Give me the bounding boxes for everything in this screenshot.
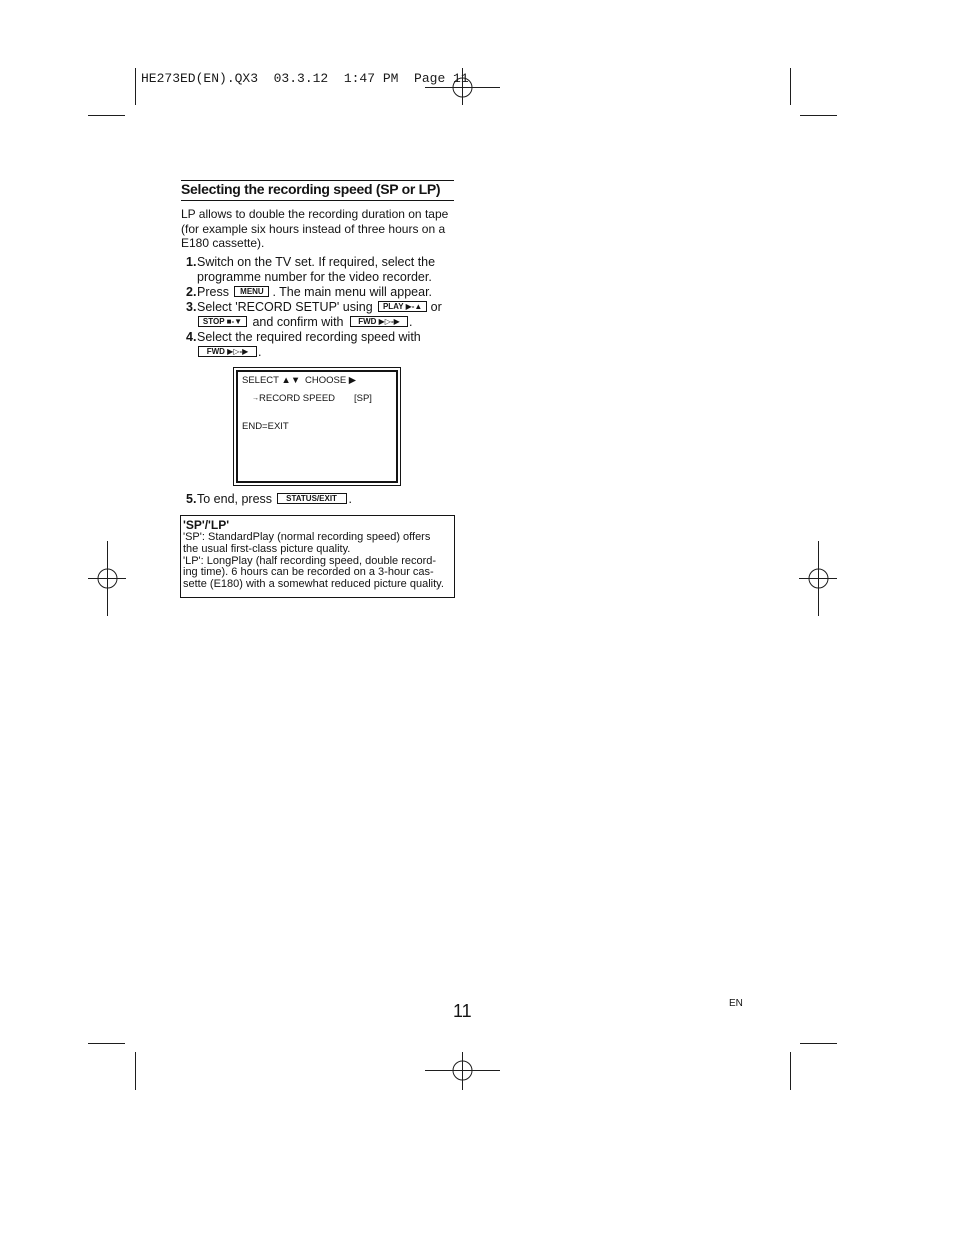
note-line: ing time). 6 hours can be recorded on a 3-hour cas- [183, 566, 434, 579]
osd-select-hint: SELECT ▲▼ [242, 375, 301, 386]
crop-mark-bottom-left [88, 1044, 136, 1091]
step-text: and confirm with [252, 315, 344, 329]
crop-mark-top-right [791, 68, 838, 116]
intro-line: LP allows to double the recording duration on tape [181, 207, 449, 221]
osd-exit-hint: END=EXIT [242, 421, 289, 432]
osd-menu-item-label: RECORD SPEED [259, 393, 336, 404]
section-heading: Selecting the recording speed (SP or LP) [181, 181, 441, 197]
osd-choose-hint: CHOOSE ▶ [305, 375, 357, 386]
step-5-line [197, 492, 352, 507]
registration-mark-right [799, 541, 837, 616]
step-text: . The main menu will appear. [272, 285, 433, 299]
status-exit-key-symbol: STATUS/EXIT [277, 493, 347, 504]
osd-menu-item-value: [SP] [354, 393, 372, 404]
note-line: sette (E180) with a somewhat reduced picture quality. [183, 578, 444, 591]
osd-cursor-arrow-icon: → [252, 395, 259, 402]
heading-rule-bottom [181, 200, 454, 201]
note-line: 'SP': StandardPlay (normal recording speed) offers [183, 531, 431, 543]
file-slug: HE273ED(EN).QX3 03.3.12 1:47 PM Page 11 [141, 71, 469, 86]
step-3-line-1 [197, 300, 442, 315]
note-line: 'LP': LongPlay (half recording speed, double record- [183, 554, 437, 567]
page-number: 11 [453, 1001, 472, 1021]
step-text: Select 'RECORD SETUP' using [197, 300, 373, 314]
fwd-key-symbol: FWD ▶▷-▶ [198, 346, 257, 357]
crop-mark-bottom-right [791, 1044, 838, 1091]
intro-line: (for example six hours instead of three hours on a [181, 221, 446, 236]
step-number: 2. [186, 285, 197, 299]
step-text: Press [197, 285, 229, 299]
step-number: 4. [186, 330, 197, 344]
menu-key-symbol: MENU [234, 286, 269, 297]
step-text: . [258, 345, 262, 359]
step-text: . [408, 315, 413, 329]
note-body [183, 532, 444, 591]
registration-mark-left [88, 541, 126, 616]
step-3-line-2 [197, 315, 412, 330]
crop-mark-top-left [88, 68, 136, 116]
fwd-key-symbol: FWD ▶▷-▶ [350, 316, 408, 327]
note-title: 'SP'/'LP' [183, 518, 230, 532]
step-text: To end, press [197, 492, 273, 506]
step-4-line-1: Select the required recording speed with [197, 330, 421, 344]
step-text: or [430, 300, 442, 314]
step-1-line-2: programme number for the video recorder. [197, 270, 432, 284]
step-number: 5. [186, 492, 197, 506]
step-1-line-1: Switch on the TV set. If required, select the [197, 255, 436, 269]
step-text: . [348, 492, 353, 506]
step-number: 1. [186, 255, 197, 269]
play-up-key-symbol: PLAY ▶-▲ [378, 301, 427, 312]
step-4-line-2 [197, 345, 261, 360]
step-2-line [197, 285, 432, 300]
note-line: the usual first-class picture quality. [183, 542, 351, 555]
intro-line: E180 cassette). [181, 236, 265, 250]
registration-mark-bottom [425, 1052, 500, 1090]
stop-down-key-symbol: STOP ■-▼ [198, 316, 247, 327]
step-number: 3. [186, 300, 197, 314]
intro-paragraph [181, 207, 448, 251]
language-code: EN [729, 998, 743, 1009]
